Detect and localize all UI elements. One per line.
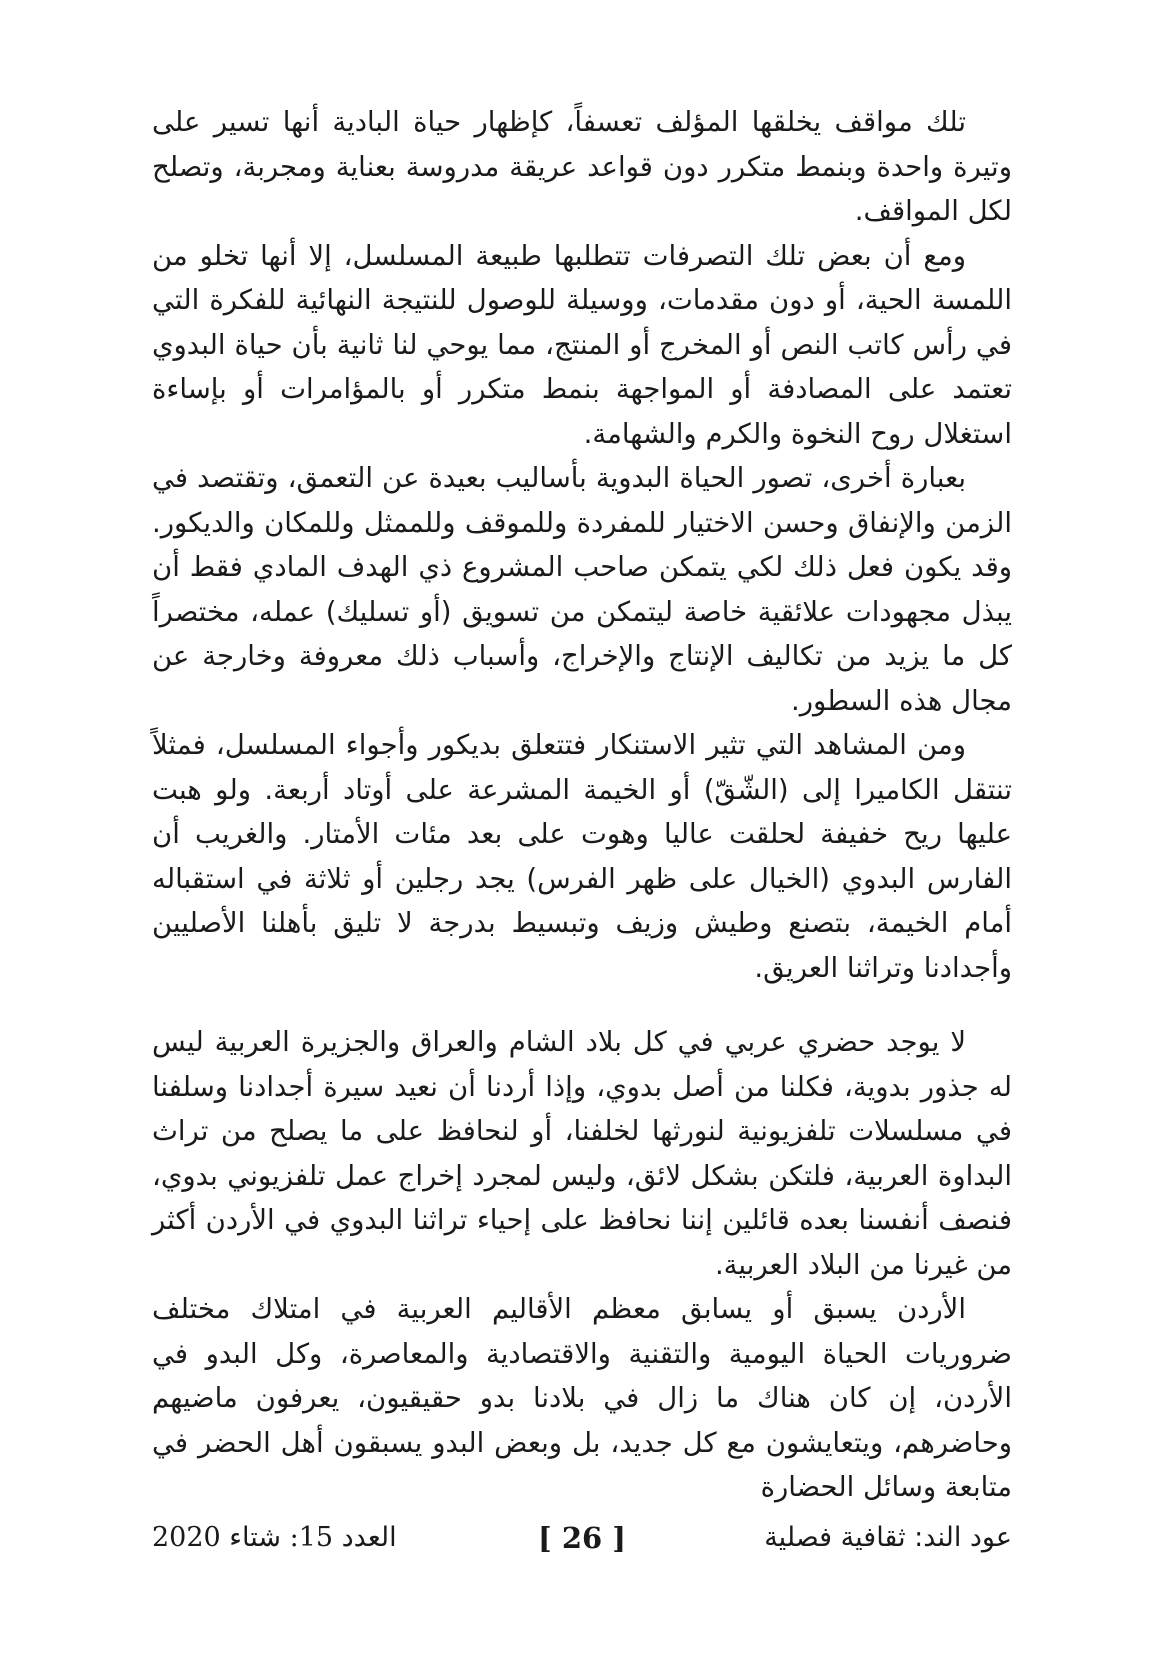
paragraph-5: لا يوجد حضري عربي في كل بلاد الشام والعراق والجزيرة العربية ليس له جذور بدوية، فكلنا من أصل بدوي، وإذا أردنا أن نعيد سيرة أجدادنا وسلفنا في مسلسلات تلفزيونية لنورثها لخلفنا، أو لنحافظ على ما يصلح من تراث البداوة العربية، فلتكن بشكل لائق، وليس لمجرد إخراج عمل تلفزيوني بدوي، فنصف أنفسنا بعده قائلين إننا نحافظ على إحياء تراثنا البدوي في الأردن أكثر من غيرنا من البلاد العربية. — [152, 1026, 1012, 1281]
paragraph-1: تلك مواقف يخلقها المؤلف تعسفاً، كإظهار حياة البادية أنها تسير على وتيرة واحدة وبنمط متكرر دون قواعد عريقة مدروسة بعناية ومجربة، وتصلح لكل المواقف. — [152, 106, 1012, 227]
magazine-name: عود الند: ثقافية فصلية — [764, 1522, 1012, 1553]
article-body — [152, 100, 1012, 1510]
issue-number: العدد 15: — [289, 1522, 397, 1553]
page-footer — [152, 1516, 1012, 1560]
paragraph-4: ومن المشاهد التي تثير الاستنكار فتتعلق بديكور وأجواء المسلسل، فمثلاً تنتقل الكاميرا إلى (الشّقّ) أو الخيمة المشرعة على أوتاد أربعة. ولو هبت عليها ريح خفيفة لحلقت عاليا وهوت على بعد مئات الأمتار. والغريب أن الفارس البدوي (الخيال على ظهر الفرس) يجد رجلين أو ثلاثة في استقباله أمام الخيمة، بتصنع وطيش وزيف وتبسيط بدرجة لا تليق بأهلنا الأصليين وأجدادنا وتراثنا العريق. — [152, 729, 1012, 984]
paragraph-6: الأردن يسبق أو يسابق معظم الأقاليم العربية في امتلاك مختلف ضروريات الحياة اليومية والتقنية والاقتصادية والمعاصرة، وكل البدو في الأردن، إن كان هناك ما زال في بلادنا بدو حقيقيون، يعرفون ماضيهم وحاضرهم، ويتعايشون مع كل جديد، بل وبعض البدو يسبقون أهل الحضر في متابعة وسائل الحضارة — [152, 1293, 1012, 1503]
page-number: [ 26 ] — [538, 1521, 626, 1555]
paragraph-2: ومع أن بعض تلك التصرفات تتطلبها طبيعة المسلسل، إلا أنها تخلو من اللمسة الحية، أو دون مقدمات، ووسيلة للوصول للنتيجة النهائية للفكرة التي في رأس كاتب النص أو المخرج أو المنتج، مما يوحي لنا ثانية بأن حياة البدوي تعتمد على المصادفة أو المواجهة بنمط متكرر أو بالمؤامرات أو بإساءة استغلال روح النخوة والكرم والشهامة. — [152, 239, 1012, 450]
issue-date: شتاء 2020 — [152, 1522, 281, 1553]
issue-info — [152, 1516, 397, 1560]
paragraph-3: بعبارة أخرى، تصور الحياة البدوية بأساليب بعيدة عن التعمق، وتقتصد في الزمن والإنفاق وحسن الاختيار للمفردة وللموقف وللممثل وللمكان والديكور. وقد يكون فعل ذلك لكي يتمكن صاحب المشروع ذي الهدف المادي فقط أن يبذل مجهودات علائقية خاصة ليتمكن من تسويق (أو تسليك) عمله، مختصراً كل ما يزيد من تكاليف الإنتاج والإخراج، وأسباب ذلك معروفة وخارجة عن مجال هذه السطور. — [152, 462, 1012, 717]
